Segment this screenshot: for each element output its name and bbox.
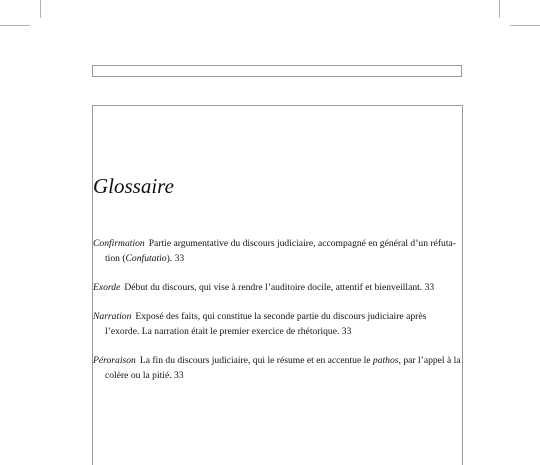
glossary-definition-italic: Confutatio [125, 253, 167, 264]
crop-mark-top-right [499, 0, 500, 18]
crop-mark-top-left [40, 0, 41, 18]
glossary-entry-confirmation [93, 236, 463, 266]
glossary-term: Exorde [93, 282, 121, 293]
glossary-entry-narration [93, 309, 463, 339]
glossary-term: Narration [93, 311, 132, 322]
crop-mark-left [0, 25, 30, 26]
glossary-entry-exorde [93, 280, 463, 295]
glossary-term: Péroraison [93, 355, 136, 366]
glossary-entry-peroraison [93, 353, 463, 383]
glossary-definition: Exposé des faits, qui constitue la seconde partie du discours judiciaire après l’exorde. La narration était le premier exercice de rhétorique. 33 [105, 311, 427, 337]
crop-mark-right [510, 25, 540, 26]
glossary-definition: Début du discours, qui vise à rendre l’auditoire docile, attentif et bienveillant. 33 [124, 282, 435, 293]
running-header-frame [92, 65, 462, 77]
glossary-definition-end: , par l’appel à la colère ou la pitié. 33 [105, 355, 461, 381]
glossary-definition: Partie argumentative du discours judiciaire, accompagné en général d’un réfuta-tion ( [105, 238, 456, 264]
glossary-definition: La fin du discours judiciaire, qui le résume et en accentue le [139, 355, 373, 366]
glossary-definition-end: ). 33 [166, 253, 185, 264]
glossary-term: Confirmation [93, 238, 145, 249]
chapter-title: Glossaire [93, 174, 174, 198]
glossary-definition-italic: pathos [372, 355, 399, 366]
